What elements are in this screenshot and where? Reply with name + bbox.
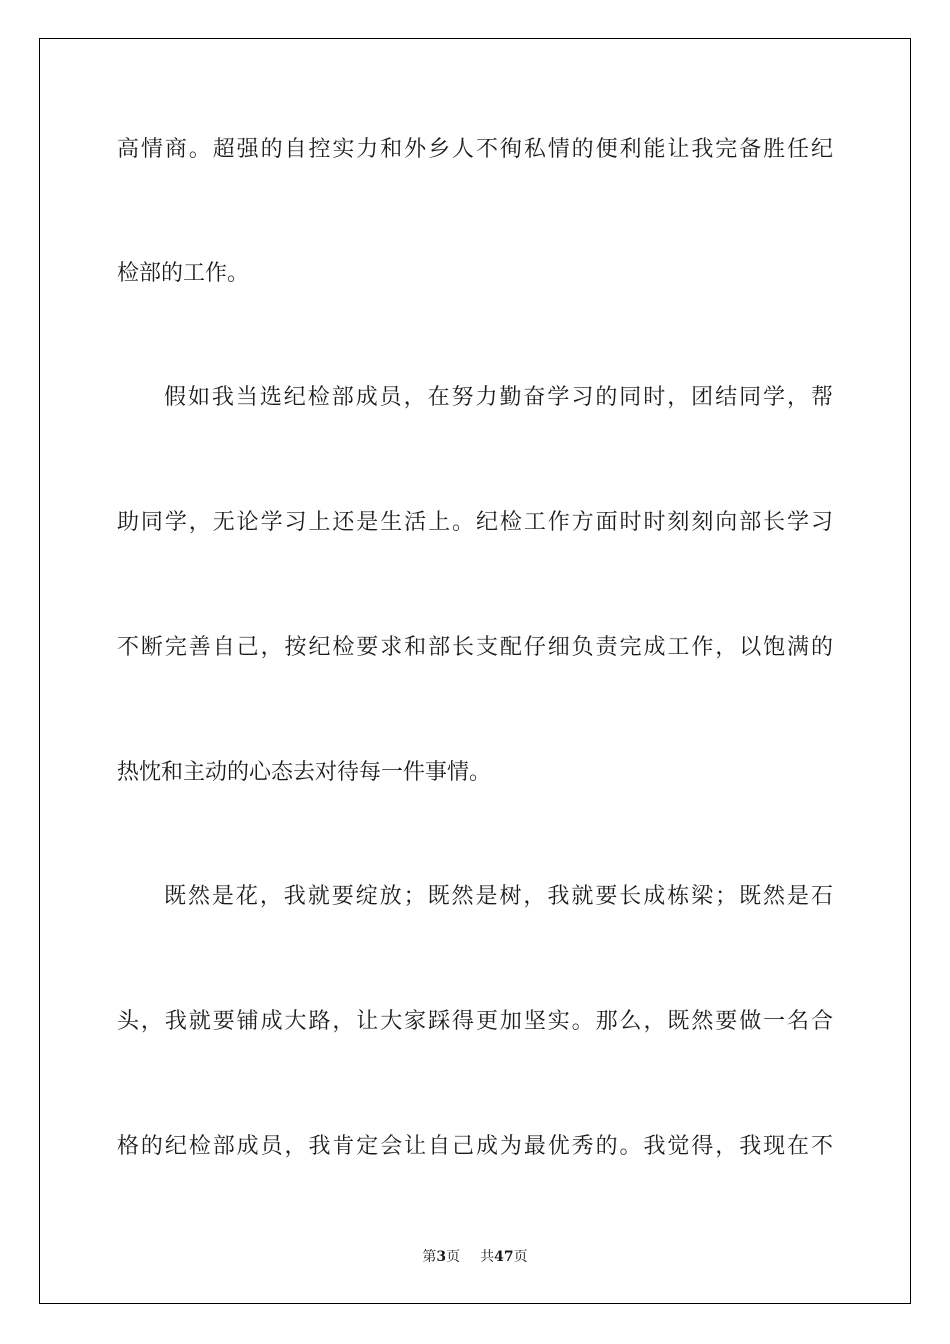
text-line-7: 既然是花，我就要绽放；既然是树，我就要长成栋梁；既然是石 [164,884,833,909]
text-line-2: 检部的工作。 [117,261,250,286]
footer-total-prefix: 共 [480,1249,495,1265]
footer-page-number: 3 [436,1249,447,1265]
footer-total-pages: 47 [494,1249,514,1265]
footer-page-suffix: 页 [446,1249,461,1265]
text-line-1: 高情商。超强的自控实力和外乡人不徇私情的便利能让我完备胜任纪 [117,137,833,162]
text-line-5: 不断完善自己，按纪检要求和部长支配仔细负责完成工作，以饱满的 [117,635,833,660]
page-border [39,38,911,1304]
page-footer [0,1247,950,1267]
text-line-4: 助同学，无论学习上还是生活上。纪检工作方面时时刻刻向部长学习 [117,510,833,535]
text-line-9: 格的纪检部成员，我肯定会让自己成为最优秀的。我觉得，我现在不 [117,1134,833,1159]
text-line-6: 热忱和主动的心态去对待每一件事情。 [117,760,492,785]
footer-page-prefix: 第 [422,1249,437,1265]
text-line-8: 头，我就要铺成大路，让大家踩得更加坚实。那么，既然要做一名合 [117,1009,833,1034]
footer-total-suffix: 页 [513,1249,528,1265]
text-line-3: 假如我当选纪检部成员，在努力勤奋学习的同时，团结同学，帮 [164,385,833,410]
